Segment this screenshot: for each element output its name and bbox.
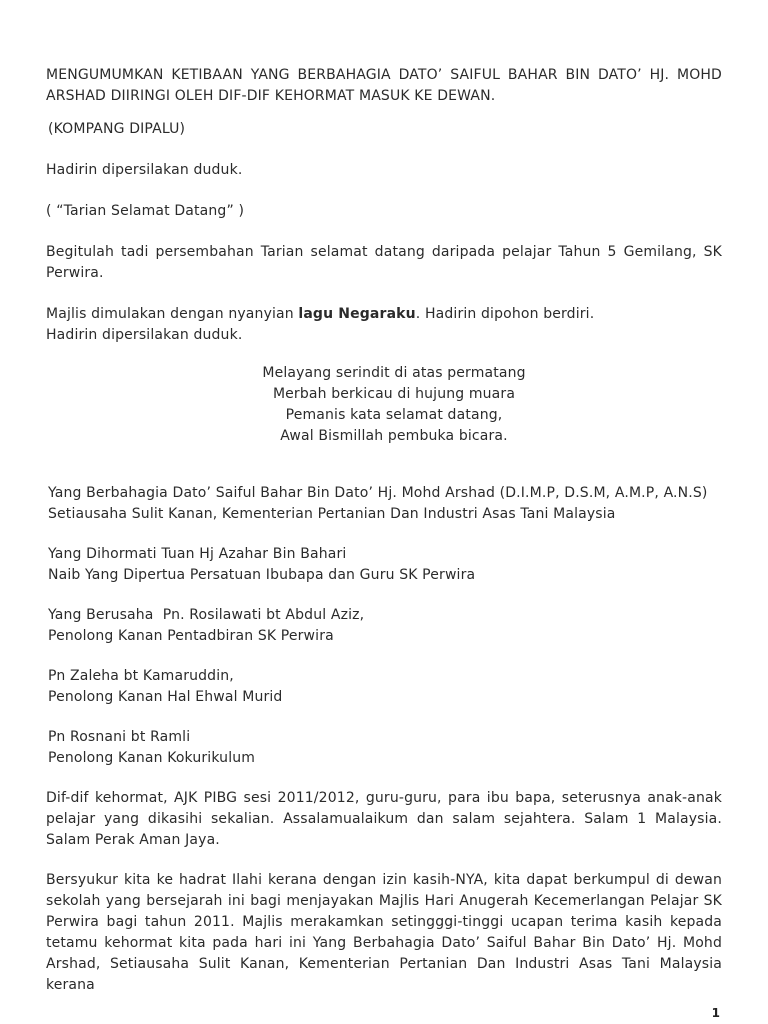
addressee-title: Setiausaha Sulit Kanan, Kementerian Pertanian Dan Industri Asas Tani Malaysia xyxy=(48,506,616,522)
greeting-paragraph: Dif-dif kehormat, AJK PIBG sesi 2011/2012, guru-guru, para ibu bapa, seterusnya anak-anak pelajar yang dikasihi sekalian. Assalamualaikum dan salam sejahtera. Salam 1 Malaysia. Salam Perak Aman Jaya. xyxy=(46,790,722,848)
document-body xyxy=(46,65,722,996)
addressee-name: Yang Berbahagia Dato’ Saiful Bahar Bin Dato’ Hj. Mohd Arshad (D.I.M.P, D.S.M, A.M.P, A.N.S) xyxy=(48,485,708,501)
addressee-block xyxy=(46,483,722,525)
addressee-name: Yang Dihormati Tuan Hj Azahar Bin Bahari xyxy=(48,546,347,562)
addressee-block xyxy=(46,666,722,708)
seated-instruction-2: Hadirin dipersilakan duduk. xyxy=(46,327,243,343)
anthem-paragraph xyxy=(46,304,722,325)
pantun-line: Pemanis kata selamat datang, xyxy=(285,407,503,423)
addressee-name: Pn Rosnani bt Ramli xyxy=(48,729,191,745)
anthem-text-pre: Majlis dimulakan dengan nyanyian xyxy=(46,306,299,322)
addressee-title: Penolong Kanan Hal Ehwal Murid xyxy=(48,689,283,705)
pantun-line: Awal Bismillah pembuka bicara. xyxy=(280,428,508,444)
announcement-paragraph: MENGUMUMKAN KETIBAAN YANG BERBAHAGIA DATO’ SAIFUL BAHAR BIN DATO’ HJ. MOHD ARSHAD DIIRINGI OLEH DIF-DIF KEHORMAT MASUK KE DEWAN. xyxy=(46,67,722,104)
addressee-block xyxy=(46,544,722,586)
addressee-name: Yang Berusaha Pn. Rosilawati bt Abdul Aziz, xyxy=(48,607,365,623)
pantun-line: Merbah berkicau di hujung muara xyxy=(272,386,516,402)
anthem-text-post: . Hadirin dipohon berdiri. xyxy=(415,306,595,322)
pantun-line: Melayang serindit di atas permatang xyxy=(262,365,526,381)
page-number: 1 xyxy=(711,1006,720,1020)
kompang-note: (KOMPANG DIPALU) xyxy=(48,121,186,137)
addressee-block xyxy=(46,727,722,769)
addressee-title: Penolong Kanan Pentadbiran SK Perwira xyxy=(48,628,334,644)
pantun-verse xyxy=(46,363,722,447)
gratitude-paragraph: Bersyukur kita ke hadrat Ilahi kerana dengan izin kasih-NYA, kita dapat berkumpul di dewan sekolah yang bersejarah ini bagi menjayakan Majlis Hari Anugerah Kecemerlangan Pelajar SK Perwira bagi tahun 2011. Majlis merakamkan setingggi-tinggi ucapan terima kasih kepada tetamu kehormat kita pada hari ini Yang Berbahagia Dato’ Saiful Bahar Bin Dato’ Hj. Mohd Arshad, Setiausaha Sulit Kanan, Kementerian Pertanian Dan Industri Asas Tani Malaysia kerana xyxy=(46,872,722,993)
addressee-title: Naib Yang Dipertua Persatuan Ibubapa dan Guru SK Perwira xyxy=(48,567,476,583)
addressee-name: Pn Zaleha bt Kamaruddin, xyxy=(48,668,234,684)
anthem-song-title: lagu Negaraku xyxy=(298,306,416,322)
tarian-note: ( “Tarian Selamat Datang” ) xyxy=(46,203,245,219)
addressee-block xyxy=(46,605,722,647)
addressee-title: Penolong Kanan Kokurikulum xyxy=(48,750,256,766)
tarian-thanks-paragraph: Begitulah tadi persembahan Tarian selamat datang daripada pelajar Tahun 5 Gemilang, SK Perwira. xyxy=(46,244,722,281)
seated-instruction: Hadirin dipersilakan duduk. xyxy=(46,162,243,178)
